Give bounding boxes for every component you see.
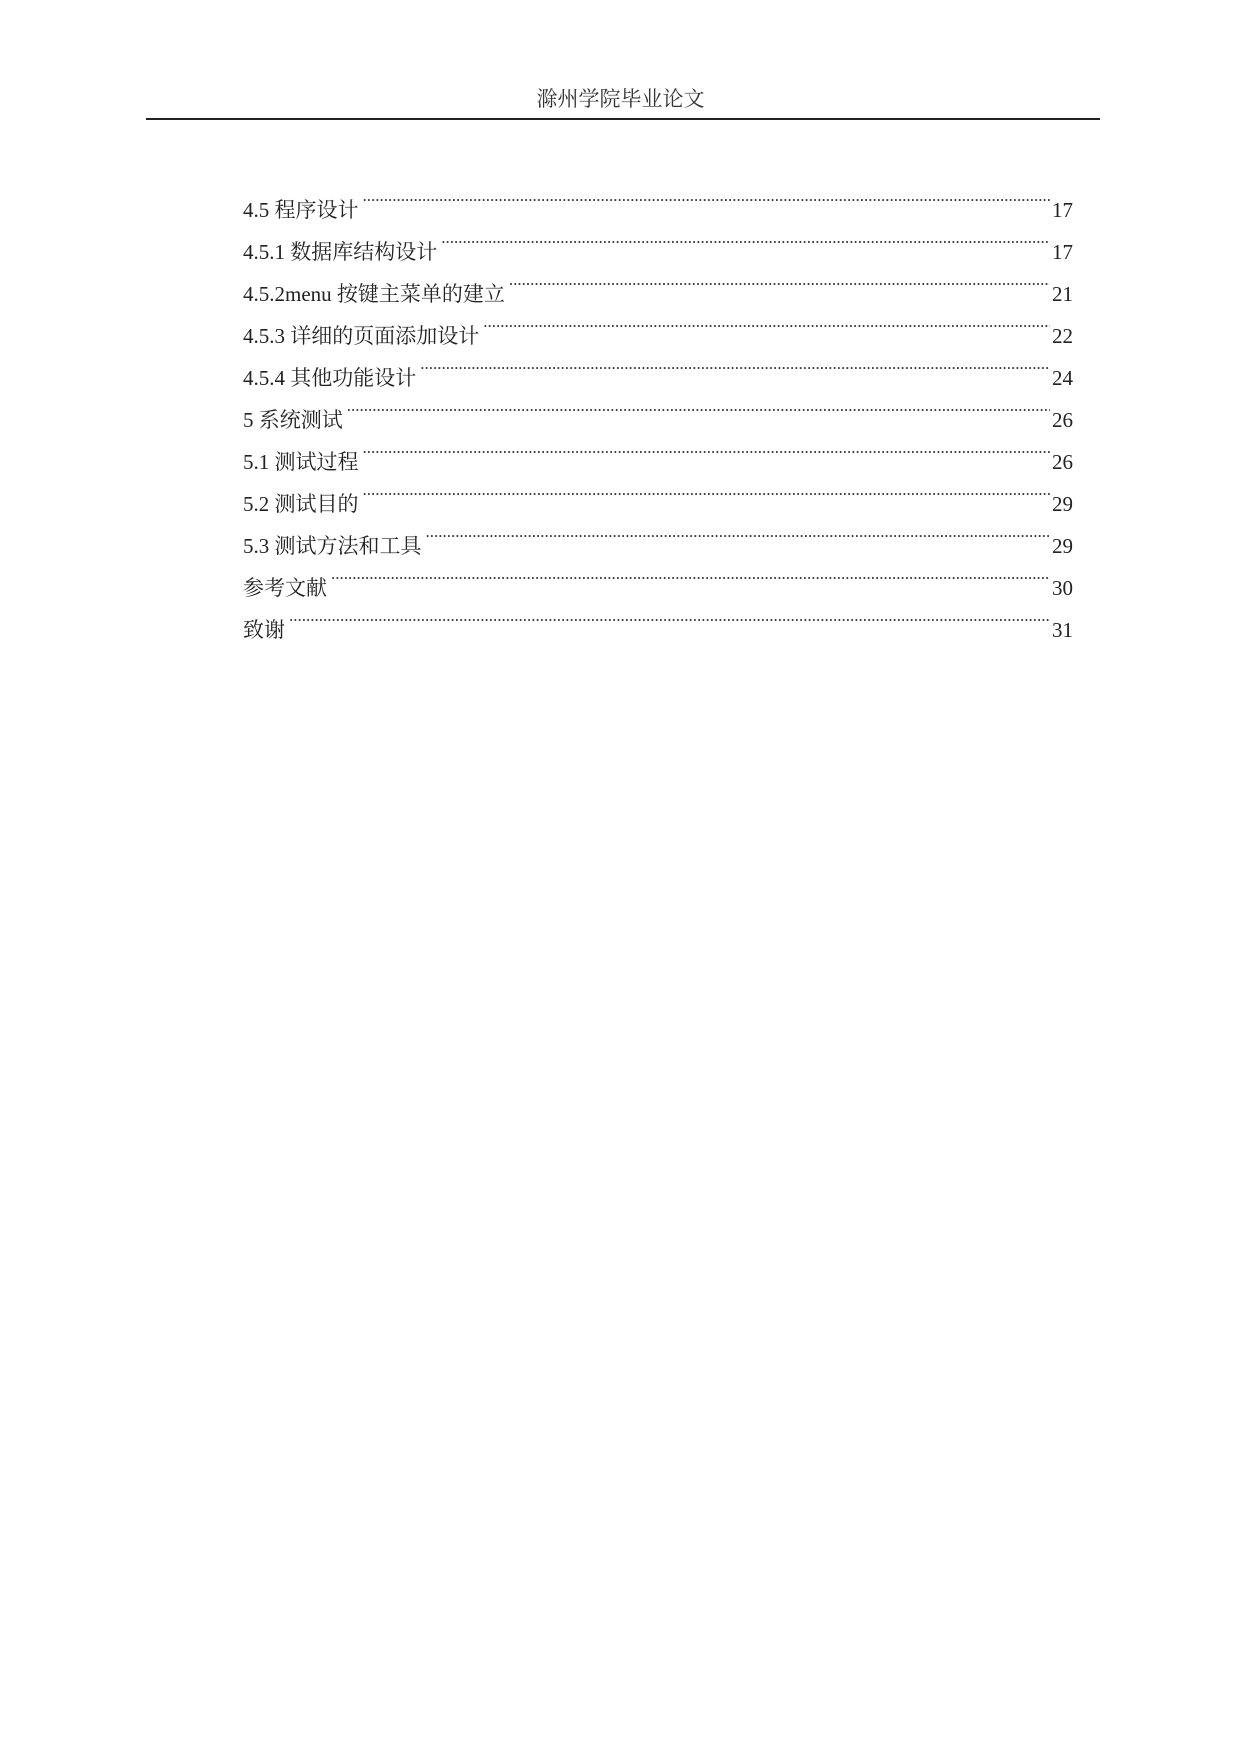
toc-entry[interactable] xyxy=(243,385,1073,432)
toc-entry-page: 17 xyxy=(1052,198,1073,222)
toc-dot-leader xyxy=(420,343,1050,385)
toc-entry-page: 30 xyxy=(1052,576,1073,600)
toc-entry-page: 22 xyxy=(1052,324,1073,348)
page-header-title: 滁州学院毕业论文 xyxy=(536,87,705,111)
toc-entry[interactable] xyxy=(243,511,1073,558)
toc-entry-page: 29 xyxy=(1052,534,1073,558)
toc-dot-leader xyxy=(483,301,1050,343)
toc-entry-label: 4.5.4 其他功能设计 xyxy=(243,366,417,390)
toc-entry-page: 24 xyxy=(1052,366,1073,390)
toc-entry[interactable] xyxy=(243,175,1073,222)
toc-entry-label: 5.3 测试方法和工具 xyxy=(243,534,422,558)
toc-entry[interactable] xyxy=(243,427,1073,474)
toc-dot-leader xyxy=(289,595,1050,637)
toc-entry[interactable] xyxy=(243,595,1073,642)
toc-dot-leader xyxy=(363,427,1051,469)
toc-entry[interactable] xyxy=(243,469,1073,516)
toc-dot-leader xyxy=(347,385,1050,427)
toc-entry-label: 参考文献 xyxy=(243,576,327,600)
toc-dot-leader xyxy=(363,469,1051,511)
toc-entry-page: 31 xyxy=(1052,618,1073,642)
toc-entry-label: 4.5.1 数据库结构设计 xyxy=(243,240,438,264)
header-rule xyxy=(146,118,1100,120)
toc-entry-label: 4.5.2menu 按键主菜单的建立 xyxy=(243,282,505,306)
toc-dot-leader xyxy=(331,553,1050,595)
toc-entry-label: 4.5.3 详细的页面添加设计 xyxy=(243,324,480,348)
toc-entry-label: 致谢 xyxy=(243,618,285,642)
toc-entry-label: 5.1 测试过程 xyxy=(243,450,359,474)
toc-entry-page: 26 xyxy=(1052,408,1073,432)
toc-entry-label: 4.5 程序设计 xyxy=(243,198,359,222)
toc-dot-leader xyxy=(426,511,1051,553)
toc-entry-label: 5 系统测试 xyxy=(243,408,343,432)
toc-dot-leader xyxy=(509,259,1050,301)
toc-entry-page: 21 xyxy=(1052,282,1073,306)
toc-entry-page: 29 xyxy=(1052,492,1073,516)
toc-entry[interactable] xyxy=(243,217,1073,264)
toc-entry[interactable] xyxy=(243,553,1073,600)
toc-dot-leader xyxy=(441,217,1050,259)
table-of-contents xyxy=(243,175,1073,642)
toc-entry-page: 17 xyxy=(1052,240,1073,264)
toc-entry-label: 5.2 测试目的 xyxy=(243,492,359,516)
toc-entry-page: 26 xyxy=(1052,450,1073,474)
toc-dot-leader xyxy=(363,175,1051,217)
